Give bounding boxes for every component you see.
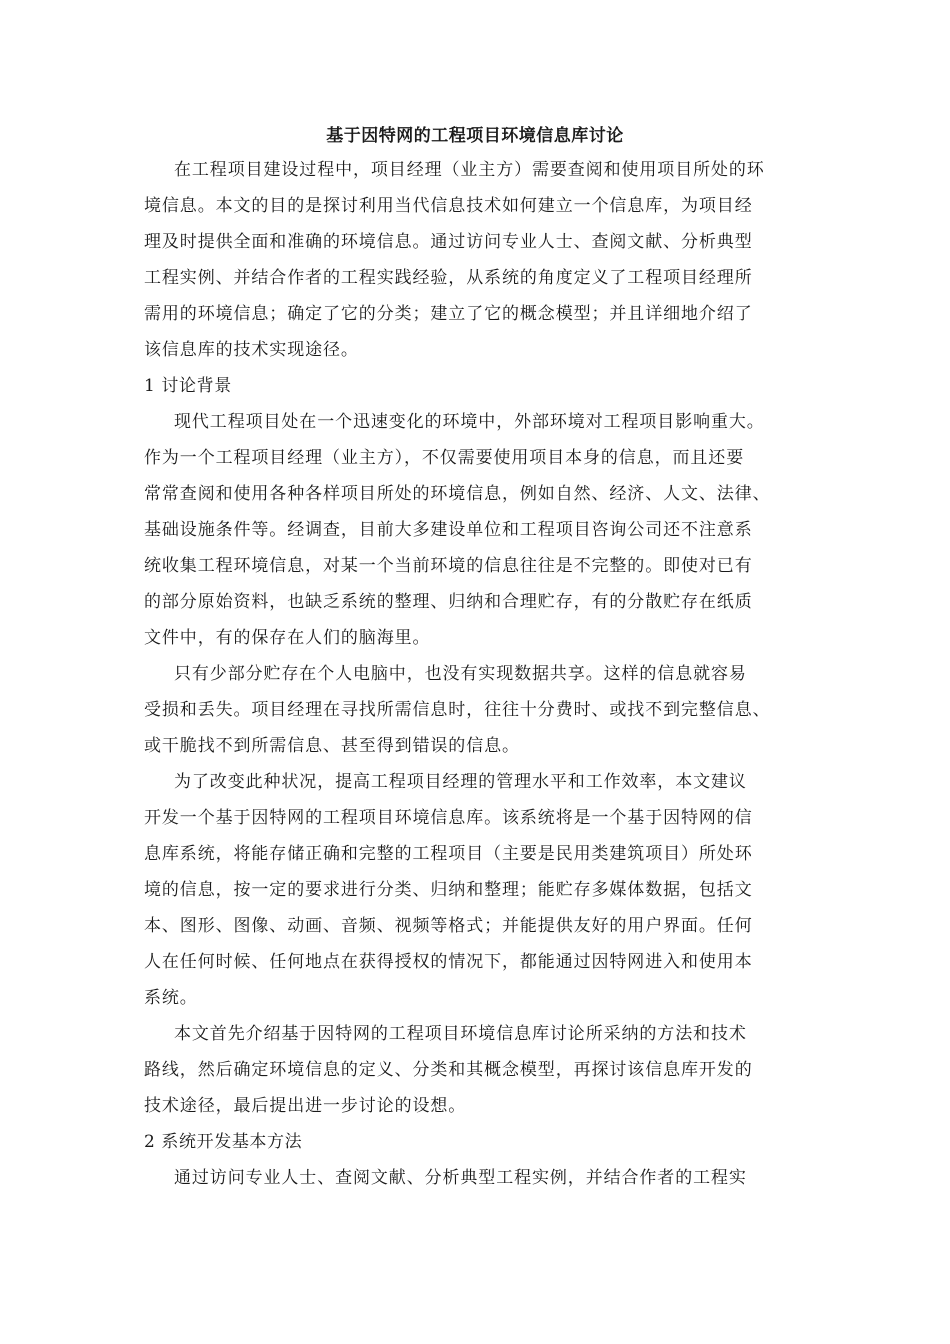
paragraph-line: 境的信息，按一定的要求进行分类、归纳和整理；能贮存多媒体数据，包括文 <box>144 880 753 900</box>
paragraph-line: 在工程项目建设过程中，项目经理（业主方）需要查阅和使用项目所处的环 <box>174 160 765 180</box>
paragraph-line: 技术途径，最后提出进一步讨论的设想。 <box>144 1096 467 1116</box>
paragraph-line: 人在任何时候、任何地点在获得授权的情况下，都能通过因特网进入和使用本 <box>144 952 753 972</box>
section-heading: 2 系统开发基本方法 <box>144 1132 303 1152</box>
paragraph-line: 或干脆找不到所需信息、甚至得到错误的信息。 <box>144 736 520 756</box>
paragraph-line: 该信息库的技术实现途径。 <box>144 340 359 360</box>
paragraph-line: 需用的环境信息；确定了它的分类；建立了它的概念模型；并且详细地介绍了 <box>144 304 753 324</box>
paragraph-line: 为了改变此种状况，提高工程项目经理的管理水平和工作效率，本文建议 <box>174 772 747 792</box>
section-heading: 1 讨论背景 <box>144 376 232 396</box>
paragraph-line: 息库系统，将能存储正确和完整的工程项目（主要是民用类建筑项目）所处环 <box>144 844 753 864</box>
paragraph-line: 文件中，有的保存在人们的脑海里。 <box>144 628 431 648</box>
paragraph-line: 系统。 <box>144 988 198 1008</box>
paragraph-line: 本文首先介绍基于因特网的工程项目环境信息库讨论所采纳的方法和技术 <box>174 1024 747 1044</box>
paragraph-line: 常常查阅和使用各种各样项目所处的环境信息，例如自然、经济、人文、法律、 <box>144 484 771 504</box>
paragraph-line: 只有少部分贮存在个人电脑中，也没有实现数据共享。这样的信息就容易 <box>174 664 747 684</box>
paragraph-line: 作为一个工程项目经理（业主方），不仅需要使用项目本身的信息，而且还要 <box>144 448 745 468</box>
paragraph-line: 本、图形、图像、动画、音频、视频等格式；并能提供友好的用户界面。任何 <box>144 916 753 936</box>
paragraph-line: 境信息。本文的目的是探讨利用当代信息技术如何建立一个信息库，为项目经 <box>144 196 753 216</box>
paragraph-line: 开发一个基于因特网的工程项目环境信息库。该系统将是一个基于因特网的信 <box>144 808 753 828</box>
document-title: 基于因特网的工程项目环境信息库讨论 <box>326 126 624 146</box>
paragraph-line: 受损和丢失。项目经理在寻找所需信息时，往往十分费时、或找不到完整信息、 <box>144 700 771 720</box>
paragraph-line: 现代工程项目处在一个迅速变化的环境中，外部环境对工程项目影响重大。 <box>174 412 765 432</box>
paragraph-line: 的部分原始资料，也缺乏系统的整理、归纳和合理贮存，有的分散贮存在纸质 <box>144 592 753 612</box>
paragraph-line: 统收集工程环境信息，对某一个当前环境的信息往往是不完整的。即使对已有 <box>144 556 753 576</box>
paragraph-line: 路线，然后确定环境信息的定义、分类和其概念模型，再探讨该信息库开发的 <box>144 1060 753 1080</box>
paragraph-line: 理及时提供全面和准确的环境信息。通过访问专业人士、查阅文献、分析典型 <box>144 232 753 252</box>
paragraph-line: 基础设施条件等。经调查，目前大多建设单位和工程项目咨询公司还不注意系 <box>144 520 753 540</box>
paragraph-line: 工程实例、并结合作者的工程实践经验，从系统的角度定义了工程项目经理所 <box>144 268 753 288</box>
paragraph-line: 通过访问专业人士、查阅文献、分析典型工程实例，并结合作者的工程实 <box>174 1168 747 1188</box>
